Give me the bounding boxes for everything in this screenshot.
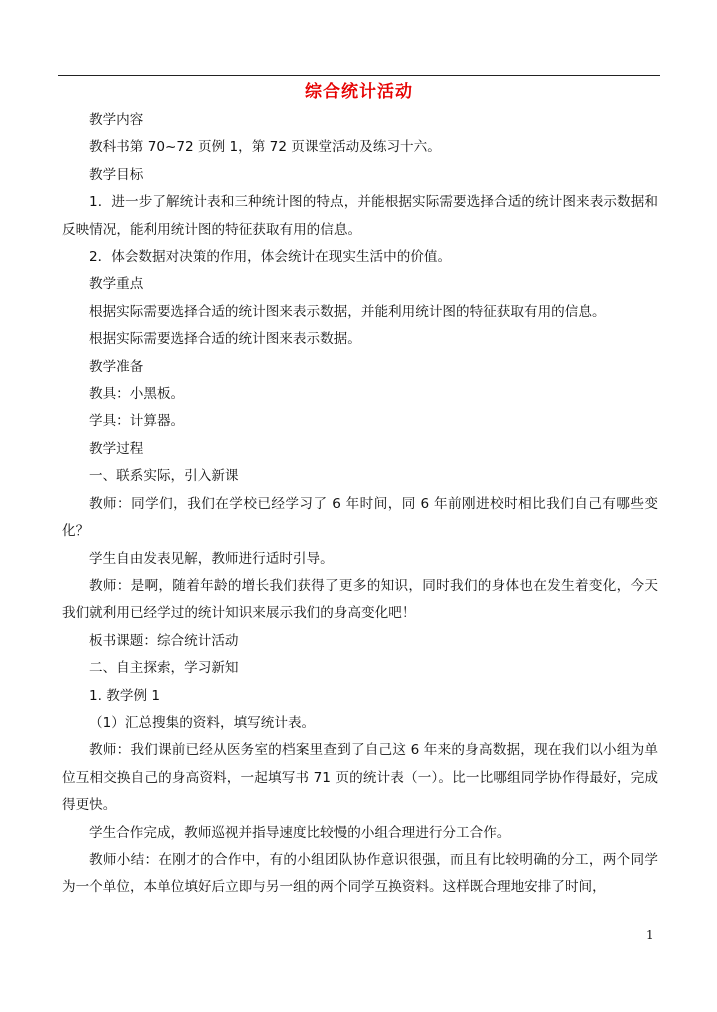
paragraph: （1）汇总搜集的资料，填写统计表。 [89, 714, 316, 731]
paragraph: 教师小结：在刚才的合作中，有的小组团队协作意识很强，而且有比较明确的分工，两个同学为一个单位，本单位填好后立即与另一组的两个同学互换资料。这样既合理地安排了时间， [62, 851, 658, 896]
paragraph: 二、自主探索，学习新知 [89, 660, 239, 677]
paragraph: 2．体会数据对决策的作用，体会统计在现实生活中的价值。 [89, 249, 452, 266]
paragraph: 教学准备 [89, 358, 144, 375]
paragraph: 根据实际需要选择合适的统计图来表示数据，并能利用统计图的特征获取有用的信息。 [89, 303, 606, 320]
paragraph: 教学重点 [89, 276, 144, 293]
paragraph: 教师：是啊，随着年龄的增长我们获得了更多的知识，同时我们的身体也在发生着变化，今天我们就利用已经学过的统计知识来展示我们的身高变化吧！ [62, 577, 658, 622]
paragraph: 学生合作完成，教师巡视并指导速度比较慢的小组合理进行分工合作。 [89, 824, 511, 841]
header-rule [58, 75, 660, 76]
paragraph: 根据实际需要选择合适的统计图来表示数据。 [89, 331, 361, 348]
paragraph: 教学目标 [89, 166, 144, 183]
paragraph: 1．进一步了解统计表和三种统计图的特点，并能根据实际需要选择合适的统计图来表示数据和反映情况，能利用统计图的特征获取有用的信息。 [62, 194, 658, 238]
document-body [62, 107, 658, 902]
paragraph: 一、联系实际，引入新课 [89, 468, 239, 485]
paragraph: 板书课题：综合统计活动 [89, 632, 239, 649]
document-title: 综合统计活动 [305, 82, 413, 102]
page-number: 1 [646, 928, 654, 942]
paragraph: 1. 教学例 1 [89, 687, 161, 704]
paragraph: 教具：小黑板。 [89, 386, 185, 403]
paragraph: 教学内容 [89, 112, 144, 128]
paragraph: 教科书第 70~72 页例 1，第 72 页课堂活动及练习十六。 [89, 139, 441, 156]
paragraph: 教师：同学们，我们在学校已经学习了 6 年时间，同 6 年前刚进校时相比我们自己有哪些变化？ [62, 495, 658, 540]
paragraph: 教学过程 [89, 440, 144, 457]
paragraph: 学生自由发表见解，教师进行适时引导。 [89, 550, 334, 567]
paragraph: 教师：我们课前已经从医务室的档案里查到了自己这 6 年来的身高数据，现在我们以小组为单位互相交换自己的身高资料，一起填写书 71 页的统计表（一）。比一比哪组同学协作得最好，完成得更快。 [62, 742, 658, 814]
paragraph: 学具：计算器。 [89, 413, 185, 430]
